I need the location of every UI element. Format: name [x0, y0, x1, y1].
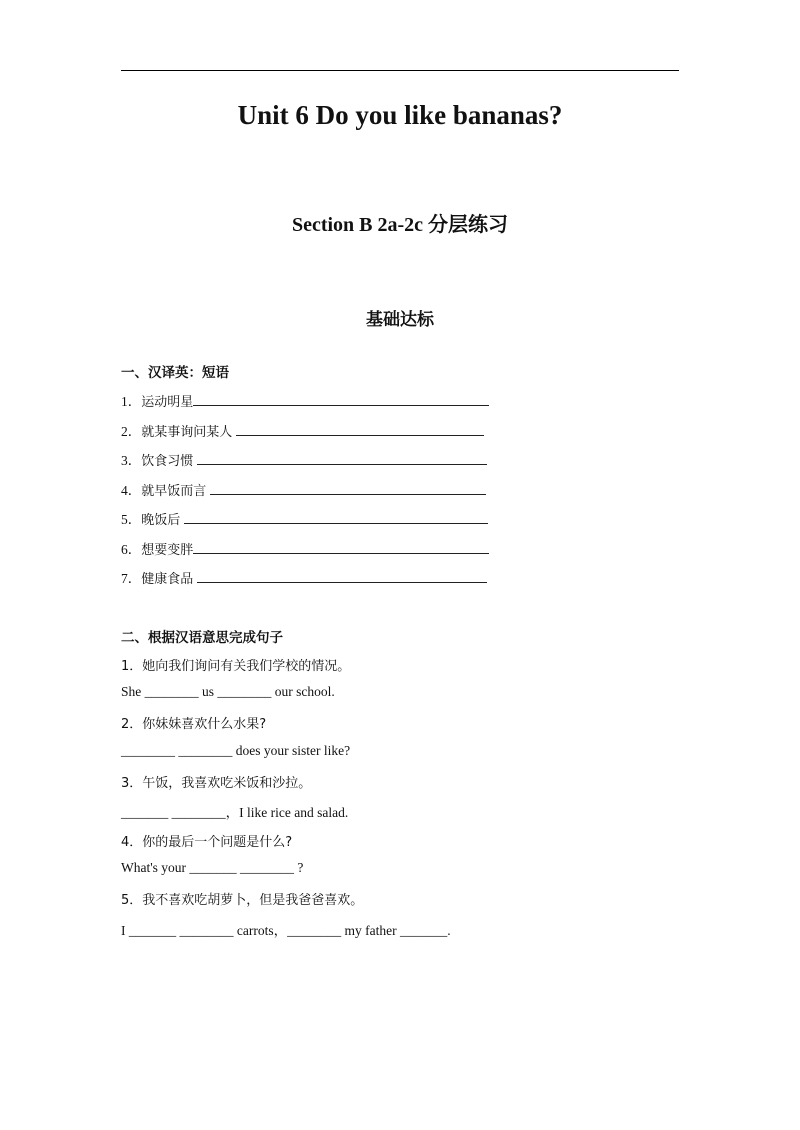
phrase-item: 6．想要变胖: [121, 538, 489, 558]
answer-blank[interactable]: [197, 450, 487, 465]
sentence-prompt: 3．午饭，我喜欢吃米饭和沙拉。: [121, 776, 312, 791]
part1-heading: 一、汉译英：短语: [121, 365, 229, 381]
answer-blank[interactable]: [236, 421, 484, 436]
answer-blank[interactable]: [210, 480, 486, 495]
sentence-answer[interactable]: ________ ________ does your sister like?: [121, 743, 351, 758]
sentence-answer[interactable]: I _______ ________ carrots，________ my father _______.: [121, 923, 451, 938]
header-rule: [121, 70, 679, 71]
phrase-item: 7．健康食品: [121, 567, 487, 587]
page-subtitle: Section B 2a-2c 分层练习: [291, 214, 509, 236]
sentence-answer[interactable]: She ________ us ________ our school.: [121, 684, 335, 699]
sentence-prompt: 5．我不喜欢吃胡萝卜，但是我爸爸喜欢。: [121, 893, 364, 908]
sentence-prompt: 4．你的最后一个问题是什么?: [121, 835, 293, 850]
phrase-item: 1．运动明星: [121, 390, 489, 410]
part2-heading: 二、根据汉语意思完成句子: [121, 630, 283, 646]
phrase-item: 4．就早饭而言: [121, 479, 486, 499]
answer-blank[interactable]: [193, 391, 489, 406]
sentence-answer[interactable]: What's your _______ ________ ?: [121, 860, 304, 875]
sentence-prompt: 2．你妹妹喜欢什么水果?: [121, 717, 267, 732]
answer-blank[interactable]: [184, 509, 488, 524]
page-title: Unit 6 Do you like bananas?: [237, 100, 563, 130]
phrase-item: 3．饮食习惯: [121, 449, 487, 469]
phrase-item: 2．就某事询问某人: [121, 420, 484, 440]
sentence-answer[interactable]: _______ ________，I like rice and salad.: [121, 805, 349, 820]
answer-blank[interactable]: [193, 539, 489, 554]
sentence-prompt: 1．她向我们询问有关我们学校的情况。: [121, 659, 351, 674]
answer-blank[interactable]: [197, 568, 487, 583]
level-heading: 基础达标: [366, 310, 434, 330]
phrase-item: 5．晚饭后: [121, 508, 488, 528]
